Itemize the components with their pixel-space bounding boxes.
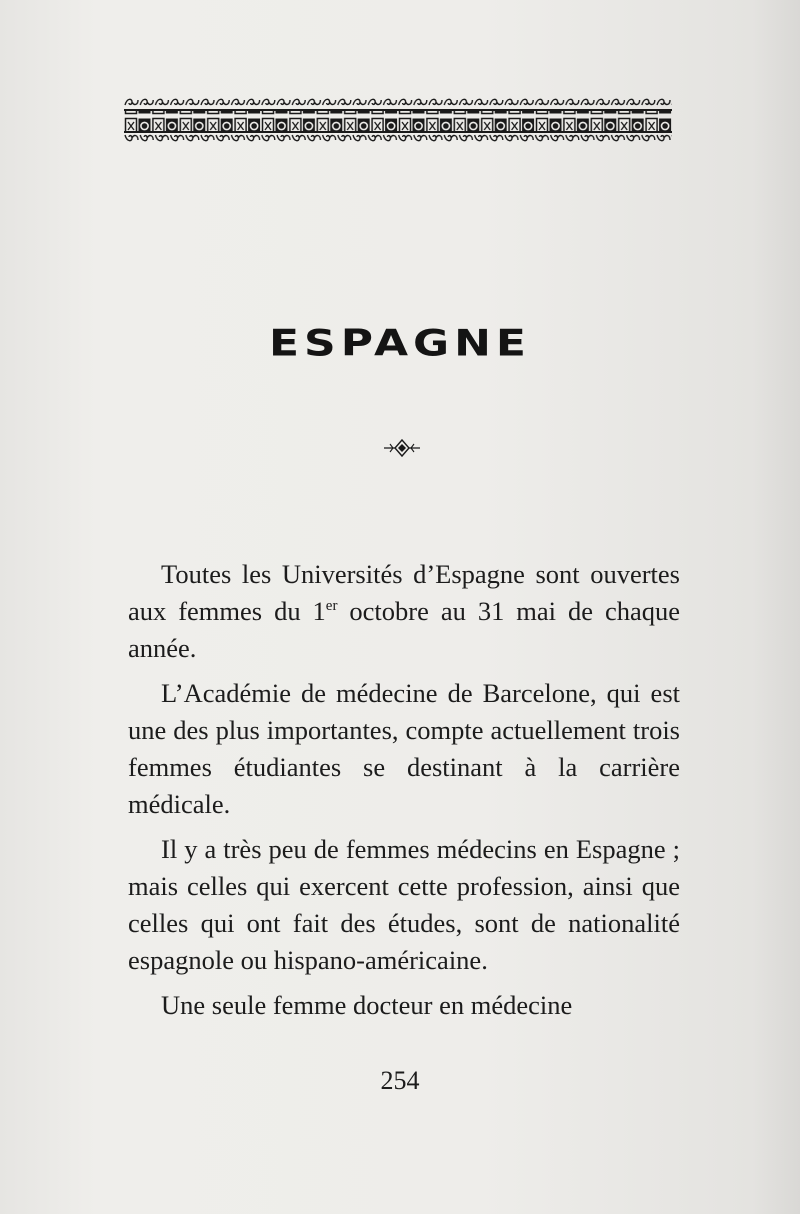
paragraph: Une seule femme docteur en médecine <box>161 990 573 1020</box>
paragraph: L’Académie de médecine de Barcelone, qui est une des plus importantes, compte actuellement trois femmes étudiantes se destinant à la carrière médicale. <box>128 678 680 819</box>
decorative-border-ornament <box>124 96 672 144</box>
chapter-title: ESPAGNE <box>268 322 531 365</box>
paragraph: Toutes les Universités d’Espagne sont ouvertes aux femmes du 1er octobre au 31 mai de chaque année. <box>128 559 680 663</box>
page-number: 254 <box>380 1066 420 1095</box>
fleuron-ornament <box>382 438 422 458</box>
paragraph: Il y a très peu de femmes médecins en Espagne ; mais celles qui exercent cette profession, ainsi que celles qui ont fait des études, sont de nationalité espagnole ou hispano-américaine. <box>128 834 680 975</box>
body-text <box>128 556 680 1032</box>
ordinal-superscript: er <box>325 598 338 614</box>
